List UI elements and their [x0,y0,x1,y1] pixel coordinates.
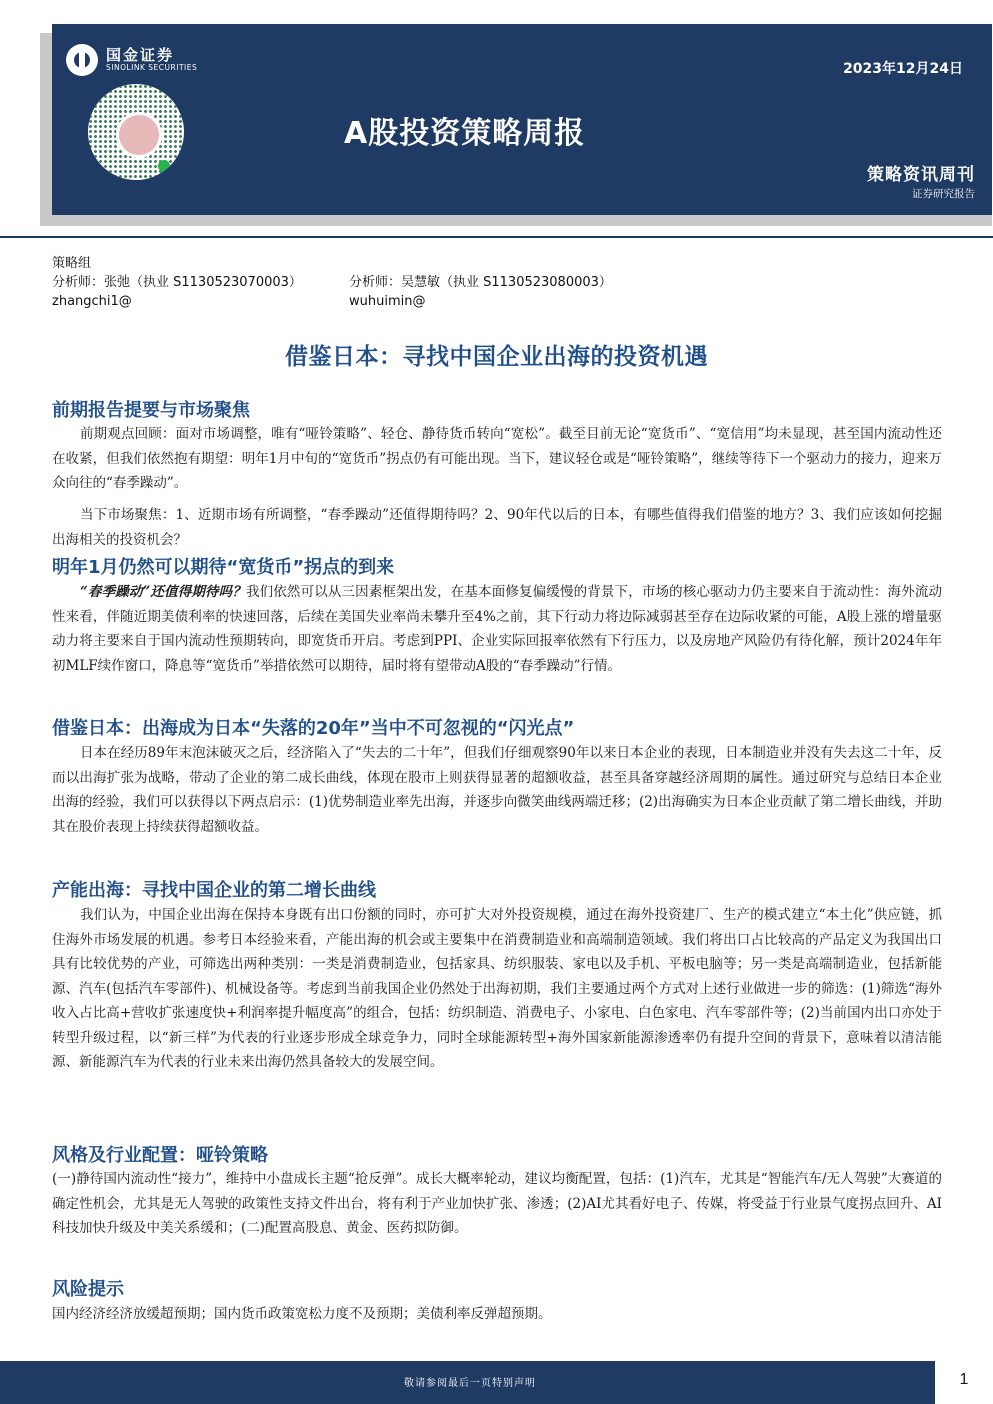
mini-program-icon [158,160,170,172]
team-name: 策略组 [52,256,92,271]
section-heading: 借鉴日本：出海成为日本“失落的20年”当中不可忽视的“闪光点” [52,718,575,739]
header-divider [0,236,993,238]
analyst-2: 分析师：吴慧敏（执业 S1130523080003） [349,275,612,290]
report-subtype: 证券研究报告 [912,188,975,200]
author-block [52,254,612,311]
section-paragraph: 国内经济经济放缓超预期；国内货币政策宽松力度不及预期；美债利率反弹超预期。 [52,1306,552,1322]
footer-bar [0,1361,993,1404]
analyst-1: 分析师：张弛（执业 S1130523070003） [52,275,302,290]
qr-code-icon [88,84,184,180]
section-heading: 风格及行业配置：哑铃策略 [52,1145,268,1166]
report-type: 策略资讯周刊 [867,165,975,185]
analyst-2-email[interactable]: wuhuimin@ [349,294,426,309]
qr-center-logo [116,112,162,158]
company-logo [66,44,197,76]
section-paragraph: 日本在经历89年末泡沫破灭之后，经济陷入了“失去的二十年”，但我们仔细观察90年以来日本企业的表现，日本制造业并没有失去这二十年，反而以出海扩张为战略，带动了企业的第二成长曲线，体现在股市上则获得显著的超额收益，甚至具备穿越经济周期的属性。通过研究与总结日本企业出海的经验，我们可以获得以下两点启示：(1)优势制造业率先出海，并逐步向微笑曲线两端迁移；(2)出海确实为日本企业贡献了第二增长曲线，并助其在股价表现上持续获得超额收益。 [52,745,942,835]
section-paragraph: (一)静待国内流动性“接力”，维持中小盘成长主题“抢反弹”。成长大概率轮动，建议均衡配置，包括：(1)汽车，尤其是“智能汽车/无人驾驶”大赛道的确定性机会，尤其是无人驾驶的政策性支持文件出台，将有利于产业加快扩张、渗透；(2)AI尤其看好电子、传媒，将受益于行业景气度拐点回升、AI科技加快升级及中美关系缓和；(二)配置高股息、黄金、医药拟防御。 [52,1171,942,1236]
report-title: A股投资策略周报 [344,116,586,151]
paragraph-lead: “春季躁动”还值得期待吗？ [80,584,246,600]
section-paragraph: 我们认为，中国企业出海在保持本身既有出口份额的同时，亦可扩大对外投资规模，通过在海外投资建厂、生产的模式建立“本土化”供应链，抓住海外市场发展的机遇。参考日本经验来看，产能出海的机会或主要集中在消费制造业和高端制造领域。我们将出口占比较高的产品定义为我国出口具有比较优势的产业，可筛选出两种类别：一类是消费制造业，包括家具、纺织服装、家电以及手机、平板电脑等；另一类是高端制造业，包括新能源、汽车(包括汽车零部件)、机械设备等。考虑到当前我国企业仍然处于出海初期，我们主要通过两个方式对上述行业做进一步的筛选：(1)筛选“海外收入占比高+营收扩张速度快+利润率提升幅度高”的组合，包括：纺织制造、消费电子、小家电、白色家电、汽车零部件等；(2)当前国内出口亦处于转型升级过程，以“新三样”为代表的行业逐步形成全球竞争力，同时全球能源转型+海外国家新能源渗透率仍有提升空间的背景下，意味着以清洁能源、新能源汽车为代表的行业未来出海仍然具备较大的发展空间。 [52,907,942,1070]
section-heading: 明年1月仍然可以期待“宽货币”拐点的到来 [52,557,395,578]
section-paragraph: 前期观点回顾：面对市场调整，唯有“哑铃策略”、轻仓、静待货币转向“宽松”。截至目前无论“宽货币”、“宽信用”均未显现，甚至国内流动性还在收紧，但我们依然抱有期望：明年1月中旬的“宽货币”拐点仍有可能出现。当下，建议轻仓或是“哑铃策略”，继续等待下一个驱动力的接力，迎来万众向往的“春季躁动”。 [52,426,942,491]
paragraph-body: 我们依然可以从三因素框架出发，在基本面修复偏缓慢的背景下，市场的核心驱动力仍主要来自于流动性：海外流动性来看，伴随近期美债利率的快速回落，后续在美国失业率尚未攀升至4%之前，其下行动力将边际减弱甚至存在边际收紧的可能，A股上涨的增量驱动力将主要来自于国内流动性预期转向，即宽货币开启。考虑到PPI、企业实际回报率依然有下行压力，以及房地产风险仍有待化解，预计2024年年初MLF续作窗口，降息等“宽货币”举措依然可以期待，届时将有望带动A股的“春季躁动”行情。 [52,584,942,674]
section-paragraph [52,580,942,678]
report-date: 2023年12月24日 [843,61,963,77]
logo-mark-icon [66,44,98,76]
logo-name-en: SINOLINK SECURITIES [106,62,198,72]
main-title: 借鉴日本：寻找中国企业出海的投资机遇 [285,344,708,370]
section-heading: 风险提示 [52,1279,124,1300]
section-heading: 前期报告提要与市场聚焦 [52,400,250,421]
disclaimer-note: 敬请参阅最后一页特别声明 [404,1378,536,1389]
analyst-1-email[interactable]: zhangchi1@ [52,294,132,309]
section-heading: 产能出海：寻找中国企业的第二增长曲线 [52,880,376,901]
page-number: 1 [959,1371,969,1388]
logo-name-cn: 国金证券 [106,46,175,65]
section-paragraph: 当下市场聚焦：1、近期市场有所调整，“春季躁动”还值得期待吗？2、90年代以后的日本，有哪些值得我们借鉴的地方？3、我们应该如何挖掘出海相关的投资机会？ [52,507,942,548]
page-number-box [935,1361,993,1404]
